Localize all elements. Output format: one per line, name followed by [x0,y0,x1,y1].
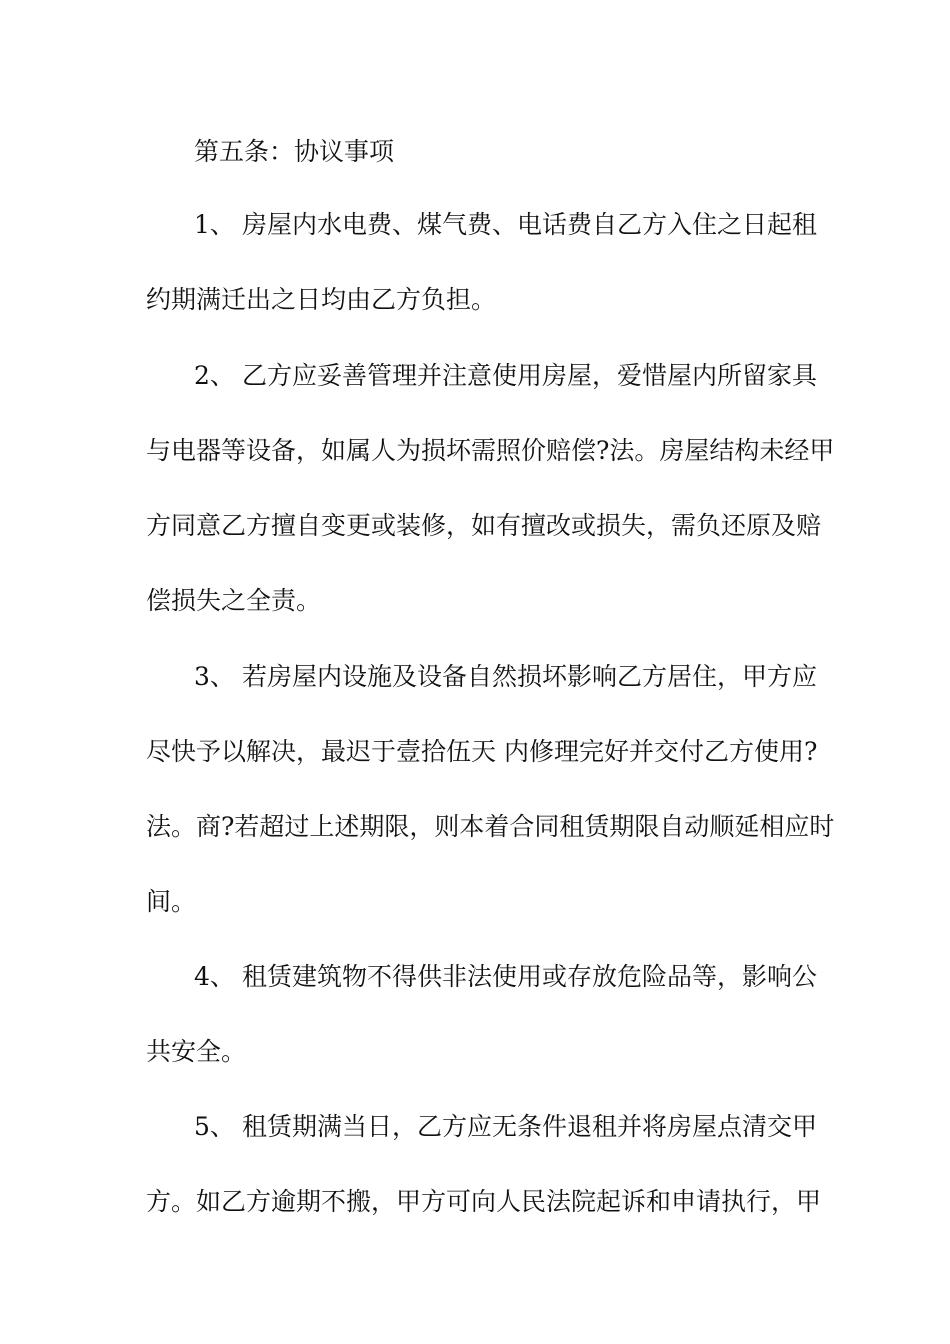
item-1-first-line [194,210,854,240]
item-5-text-line-1: 租赁期满当日，乙方应无条件退租并将房屋点清交甲 [242,1112,818,1141]
item-3-first-line [194,662,854,692]
item-2-number: 2、 [194,361,235,390]
item-4-first-line [194,962,854,992]
item-3-number: 3、 [194,662,235,691]
item-2-text-line-1: 乙方应妥善管理并注意使用房屋，爱惜屋内所留家具 [242,361,818,390]
item-5-first-line [194,1112,854,1142]
item-2-text-line-4: 偿损失之全责。 [146,586,322,615]
item-4-number: 4、 [194,962,235,991]
section-heading: 第五条：协议事项 [194,137,395,166]
item-3-text-line-1: 若房屋内设施及设备自然损坏影响乙方居住，甲方应 [242,662,818,691]
item-1-text-line-2: 约期满迁出之日均由乙方负担。 [146,285,497,314]
item-5-number: 5、 [194,1112,235,1141]
item-3-text-line-3: 法。商?若超过上述期限，则本着合同租赁期限自动顺延相应时 [146,812,835,841]
item-4-text-line-2: 共安全。 [146,1037,247,1066]
item-3-text-line-2: 尽快予以解决，最迟于壹拾伍天 内修理完好并交付乙方使用? [146,737,818,766]
item-2-text-line-3: 方同意乙方擅自变更或装修，如有擅改或损失，需负还原及赔 [146,511,822,540]
item-3-text-line-4: 间。 [146,887,197,916]
item-4-text-line-1: 租赁建筑物不得供非法使用或存放危险品等，影响公 [242,962,818,991]
item-1-text-line-1: 房屋内水电费、煤气费、电话费自乙方入住之日起租 [242,210,818,239]
item-5-text-line-2: 方。如乙方逾期不搬，甲方可向人民法院起诉和申请执行，甲 [146,1187,822,1216]
item-2-first-line [194,361,854,391]
item-1-number: 1、 [194,210,235,239]
item-2-text-line-2: 与电器等设备，如属人为损坏需照价赔偿?法。房屋结构未经甲 [146,436,835,465]
